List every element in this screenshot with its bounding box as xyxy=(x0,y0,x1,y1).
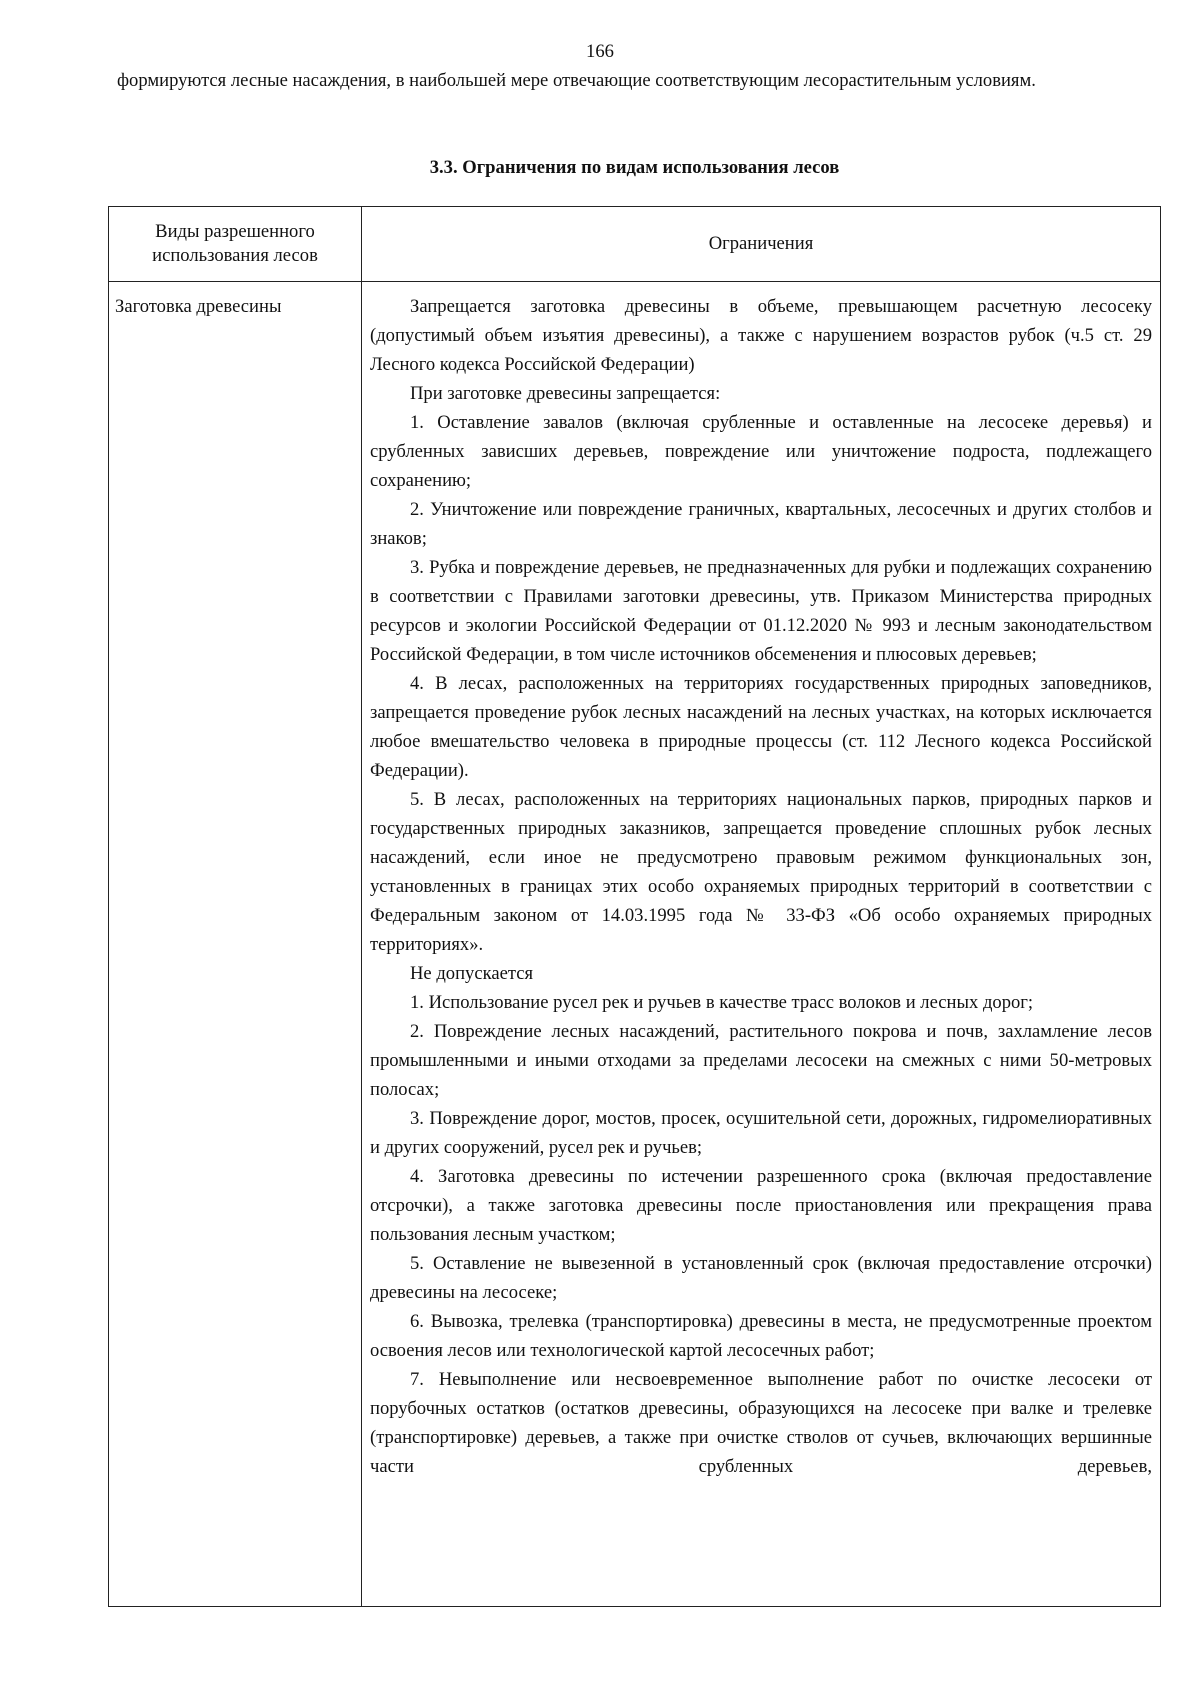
intro-paragraph xyxy=(117,66,1152,95)
restriction-paragraph: 3. Рубка и повреждение деревьев, не предназначенных для рубки и подлежащих сохранению в соответствии с Правилами заготовки древесины, утв. Приказом Министерства природных ресурсов и экологии Российской Федерации от 01.12.2020 № 993 и лесным законодательством Российской Федерации, в том числе источников обсеменения и плюсовых деревьев; xyxy=(370,557,1152,665)
intro-text: формируются лесные насаждения, в наибольшей мере отвечающие соответствующим лесорастительным условиям. xyxy=(117,70,1036,91)
restriction-paragraph: 7. Невыполнение или несвоевременное выполнение работ по очистке лесосеки от порубочных остатков (остатков древесины, образующихся на лесосеке при валке и трелевке (транспортировке) деревьев, а также при очистке стволов от сучьев, включающих вершинные части срубленных деревьев, xyxy=(370,1369,1152,1477)
cell-kind: Заготовка древесины xyxy=(109,282,362,1607)
header-restrictions: Ограничения xyxy=(362,207,1161,282)
header-kind: Виды разрешенного использования лесов xyxy=(109,207,362,282)
restriction-paragraph: 4. В лесах, расположенных на территориях государственных природных заповедников, запрещается проведение рубок лесных насаждений на лесных участках, на которых исключается любое вмешательство человека в природные процессы (ст. 112 Лесного кодекса Российской Федерации). xyxy=(370,673,1152,781)
restriction-paragraph: 1. Использование русел рек и ручьев в качестве трасс волоков и лесных дорог; xyxy=(410,992,1034,1013)
page-number: 166 xyxy=(586,41,614,62)
restrictions-table xyxy=(108,206,1161,1607)
restriction-paragraph: Запрещается заготовка древесины в объеме, превышающем расчетную лесосеку (допустимый объем изъятия древесины), а также с нарушением возрастов рубок (ч.5 ст. 29 Лесного кодекса Российской Федерации) xyxy=(370,296,1152,375)
table-row xyxy=(109,282,1161,1607)
restriction-paragraph: При заготовке древесины запрещается: xyxy=(410,383,721,404)
section-title: 3.3. Ограничения по видам использования лесов xyxy=(429,157,840,178)
cell-restrictions xyxy=(362,282,1161,1607)
restriction-paragraph: Не допускается xyxy=(410,963,534,984)
restriction-paragraph: 3. Повреждение дорог, мостов, просек, осушительной сети, дорожных, гидромелиоративных и других сооружений, русел рек и ручьев; xyxy=(370,1108,1152,1158)
restriction-paragraph: 5. В лесах, расположенных на территориях национальных парков, природных парков и государственных природных заказников, запрещается проведение сплошных рубок лесных насаждений, если иное не предусмотрено правовым режимом функциональных зон, установленных в границах этих особо охраняемых природных территорий в соответствии с Федеральным законом от 14.03.1995 года № 33-ФЗ «Об особо охраняемых природных территориях». xyxy=(370,789,1152,955)
restriction-paragraph: 1. Оставление завалов (включая срубленные и оставленные на лесосеке деревья) и срубленных зависших деревьев, повреждение или уничтожение подроста, подлежащего сохранению; xyxy=(370,412,1152,491)
restriction-paragraph: 5. Оставление не вывезенной в установленный срок (включая предоставление отсрочки) древесины на лесосеке; xyxy=(370,1253,1152,1303)
restriction-paragraph: 2. Повреждение лесных насаждений, растительного покрова и почв, захламление лесов промышленными и иными отходами за пределами лесосеки на смежных с ними 50-метровых полосах; xyxy=(370,1021,1152,1100)
restriction-paragraph: 6. Вывозка, трелевка (транспортировка) древесины в места, не предусмотренные проектом освоения лесов или технологической картой лесосечных работ; xyxy=(370,1311,1152,1361)
restriction-paragraph: 4. Заготовка древесины по истечении разрешенного срока (включая предоставление отсрочки), а также заготовка древесины после приостановления или прекращения права пользования лесным участком; xyxy=(370,1166,1152,1245)
restriction-paragraph: 2. Уничтожение или повреждение граничных, квартальных, лесосечных и других столбов и знаков; xyxy=(370,499,1152,549)
table-header-row xyxy=(109,207,1161,282)
